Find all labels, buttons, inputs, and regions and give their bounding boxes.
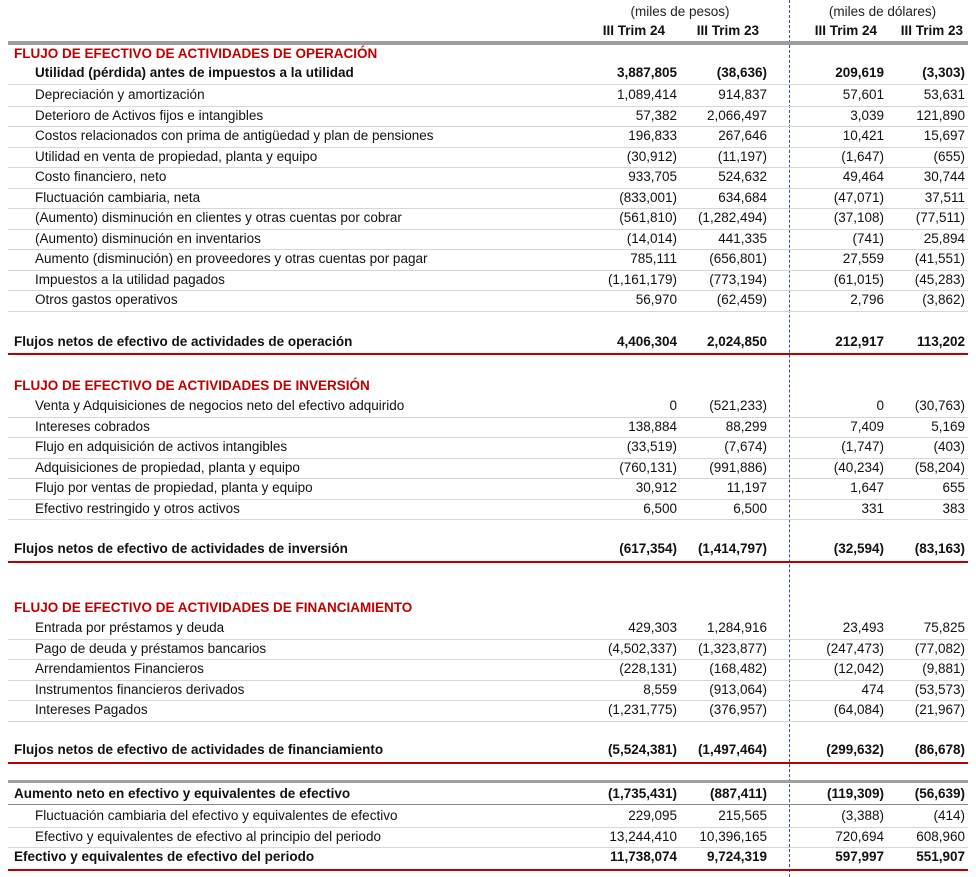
cell-mxn-24: 0 <box>669 398 677 413</box>
cell-usd-23: (86,678) <box>914 742 965 757</box>
cell-mxn-24: (760,131) <box>619 459 677 475</box>
cell-mxn-24: (30,912) <box>626 148 677 164</box>
cell-usd-24: 0 <box>876 398 884 413</box>
cell-usd-23: 37,511 <box>924 189 965 205</box>
section-title-operacion: FLUJO DE EFECTIVO DE ACTIVIDADES DE OPERACIÓN <box>14 46 378 61</box>
col-header-mxn-24: III Trim 24 <box>602 23 665 38</box>
cell-mxn-23: (11,197) <box>717 148 767 164</box>
table-row <box>8 270 968 292</box>
cell-usd-23: (414) <box>933 808 965 823</box>
cell-usd-24: (119,309) <box>826 786 884 801</box>
cell-mxn-23: (887,411) <box>709 786 767 801</box>
cell-usd-23: (45,283) <box>914 271 965 287</box>
cell-usd-24: 474 <box>861 681 884 697</box>
cell-mxn-23: 10,396,165 <box>699 828 767 844</box>
cell-mxn-24: 933,705 <box>628 169 677 184</box>
table-row <box>8 396 968 418</box>
row-label: Arrendamientos Financieros <box>35 661 204 676</box>
row-label: Intereses Pagados <box>35 702 148 717</box>
cell-usd-24: (37,108) <box>833 210 884 225</box>
cell-mxn-24: 429,303 <box>628 620 677 635</box>
table-row <box>8 188 968 210</box>
cell-usd-24: 57,601 <box>842 87 884 102</box>
cell-mxn-23: (168,482) <box>709 661 767 676</box>
cell-mxn-24: (228,131) <box>619 661 677 676</box>
cell-usd-24: 3,039 <box>850 107 884 123</box>
total-underline <box>8 762 968 764</box>
row-label: Aumento neto en efectivo y equivalentes de efectivo <box>14 786 351 801</box>
row-label: Adquisiciones de propiedad, planta y equipo <box>35 459 300 475</box>
cell-mxn-24: (5,524,381) <box>607 742 677 757</box>
row-label: Entrada por préstamos y deuda <box>35 620 225 635</box>
cell-usd-24: 10,421 <box>842 128 884 143</box>
cell-usd-23: 121,890 <box>916 107 965 123</box>
cell-mxn-24: 11,738,074 <box>610 849 677 864</box>
row-label: Flujo en adquisición de activos intangibles <box>35 439 288 454</box>
table-row <box>8 290 968 312</box>
cell-usd-23: 53,631 <box>923 87 965 102</box>
total-row-aumento <box>8 784 968 805</box>
cell-mxn-24: 6,500 <box>643 500 677 516</box>
row-label: Efectivo y equivalentes de efectivo al principio del periodo <box>35 828 381 844</box>
total-row-financiamiento <box>8 740 968 761</box>
cell-mxn-24: 785,111 <box>630 251 677 266</box>
row-label: Fluctuación cambiaria del efectivo y equivalentes de efectivo <box>35 808 398 823</box>
row-label: Otros gastos operativos <box>35 292 178 307</box>
row-label: Aumento (disminución) en proveedores y otras cuentas por pagar <box>35 251 428 266</box>
row-label: Intereses cobrados <box>35 418 150 434</box>
cell-mxn-24: 57,382 <box>635 107 677 123</box>
table-row <box>8 680 968 702</box>
cell-usd-23: (77,082) <box>914 640 965 656</box>
cell-usd-24: 49,464 <box>842 169 884 184</box>
cell-usd-24: 2,796 <box>850 292 884 307</box>
currency-mxn-label: (miles de pesos) <box>630 4 730 19</box>
cell-usd-23: 75,825 <box>923 620 965 635</box>
cell-mxn-23: (913,064) <box>709 681 767 697</box>
cell-usd-24: (12,042) <box>833 661 884 676</box>
cell-usd-23: 383 <box>942 500 965 516</box>
row-label: Flujos netos de efectivo de actividades de operación <box>14 334 353 349</box>
cell-mxn-24: 56,970 <box>635 292 677 307</box>
cell-mxn-23: 1,284,916 <box>706 620 767 635</box>
aumento-underline <box>8 804 968 805</box>
cell-mxn-24: (1,161,179) <box>607 271 677 287</box>
cell-mxn-24: (1,231,775) <box>607 702 677 717</box>
summary-divider <box>8 780 968 783</box>
table-row <box>8 126 968 148</box>
cell-mxn-24: 229,095 <box>628 808 677 823</box>
cell-mxn-24: (561,810) <box>619 210 677 225</box>
cell-mxn-24: 8,559 <box>643 681 677 697</box>
cell-usd-23: (83,163) <box>914 541 965 556</box>
cell-usd-23: (403) <box>933 439 965 454</box>
table-row <box>8 618 968 640</box>
row-label: Deterioro de Activos fijos e intangibles <box>35 107 264 123</box>
table-row <box>8 827 968 849</box>
cell-usd-23: 15,697 <box>923 128 965 143</box>
cell-usd-24: 209,619 <box>835 65 884 80</box>
section-title-inversion: FLUJO DE EFECTIVO DE ACTIVIDADES DE INVERSIÓN <box>14 378 370 393</box>
total-underline <box>8 561 968 563</box>
table-row <box>8 63 968 85</box>
cell-mxn-23: 88,299 <box>725 418 767 434</box>
cell-mxn-24: 4,406,304 <box>616 334 677 349</box>
cell-mxn-24: (33,519) <box>626 439 677 454</box>
cell-usd-23: (56,639) <box>914 786 965 801</box>
cell-mxn-23: 634,684 <box>718 189 767 205</box>
row-label: Efectivo restringido y otros activos <box>35 500 240 516</box>
row-label: Fluctuación cambiaria, neta <box>35 189 201 205</box>
cell-mxn-23: (521,233) <box>709 398 767 413</box>
cell-mxn-23: (38,636) <box>716 65 767 80</box>
table-row <box>8 147 968 169</box>
cell-usd-24: 23,493 <box>842 620 884 635</box>
cell-usd-23: (58,204) <box>914 459 965 475</box>
cell-mxn-23: 267,646 <box>718 128 767 143</box>
cell-mxn-23: 11,197 <box>726 480 767 495</box>
cell-usd-24: (32,594) <box>833 541 884 556</box>
row-label: Instrumentos financieros derivados <box>35 681 245 697</box>
cell-usd-23: (77,511) <box>915 210 965 225</box>
table-row <box>8 106 968 128</box>
cell-usd-23: (9,881) <box>922 661 965 676</box>
cell-usd-23: (41,551) <box>914 251 965 266</box>
cell-mxn-24: (1,735,431) <box>607 786 677 801</box>
cell-usd-23: (3,862) <box>922 292 965 307</box>
table-row <box>8 499 968 521</box>
cell-usd-23: (3,303) <box>922 65 965 80</box>
cell-usd-24: 7,409 <box>850 418 884 434</box>
table-row <box>8 167 968 189</box>
cell-usd-23: (30,763) <box>914 398 965 413</box>
cell-mxn-24: 1,089,414 <box>616 87 677 102</box>
cell-mxn-24: 13,244,410 <box>609 828 677 844</box>
row-label: Costo financiero, neto <box>35 169 167 184</box>
row-label: Flujos netos de efectivo de actividades de inversión <box>14 541 348 556</box>
currency-usd-label: (miles de dólares) <box>828 4 937 19</box>
cell-usd-24: (3,388) <box>841 808 884 823</box>
row-label: Impuestos a la utilidad pagados <box>35 271 225 287</box>
final-underline <box>8 869 968 871</box>
cell-mxn-23: 524,632 <box>718 169 767 184</box>
cell-usd-24: (61,015) <box>833 271 884 287</box>
cell-mxn-24: (4,502,337) <box>607 640 677 656</box>
total-row-inversion <box>8 539 968 560</box>
row-label: Efectivo y equivalentes de efectivo del periodo <box>14 849 315 864</box>
header-divider <box>8 41 968 45</box>
cell-usd-23: 113,202 <box>916 334 965 349</box>
cell-mxn-23: (773,194) <box>709 271 767 287</box>
cell-usd-23: (655) <box>933 148 965 164</box>
row-label: (Aumento) disminución en inventarios <box>35 230 261 246</box>
cell-mxn-23: 6,500 <box>733 500 767 516</box>
cell-usd-24: 1,647 <box>850 480 884 495</box>
cell-mxn-23: (1,497,464) <box>697 742 767 757</box>
cell-mxn-23: (656,801) <box>709 251 767 266</box>
cell-mxn-24: (833,001) <box>619 189 677 205</box>
cell-usd-24: (299,632) <box>826 742 884 757</box>
cell-mxn-23: 2,024,850 <box>706 334 767 349</box>
row-label: (Aumento) disminución en clientes y otras cuentas por cobrar <box>35 210 402 225</box>
table-row <box>8 700 968 722</box>
cell-mxn-23: 441,335 <box>718 230 767 246</box>
table-row <box>8 85 968 107</box>
cell-mxn-23: (991,886) <box>709 459 767 475</box>
cell-usd-24: (1,647) <box>841 148 884 164</box>
cell-usd-24: 27,559 <box>842 251 884 266</box>
cell-mxn-23: (1,323,877) <box>697 640 767 656</box>
col-header-usd-23: III Trim 23 <box>900 23 963 38</box>
cell-usd-24: 331 <box>861 500 884 516</box>
table-row <box>8 229 968 251</box>
row-label: Flujos netos de efectivo de actividades de financiamiento <box>14 742 384 757</box>
table-row <box>8 417 968 439</box>
cell-mxn-23: (1,414,797) <box>697 541 767 556</box>
cell-mxn-24: 30,912 <box>635 480 677 495</box>
cell-usd-23: 30,744 <box>923 169 965 184</box>
cell-usd-24: 212,917 <box>835 334 884 349</box>
table-row <box>8 659 968 681</box>
table-row <box>8 478 968 500</box>
table-row <box>8 208 968 230</box>
table-row <box>8 806 968 828</box>
cell-usd-24: (47,071) <box>833 189 884 205</box>
col-header-mxn-23: III Trim 23 <box>696 23 759 38</box>
cell-mxn-24: (14,014) <box>626 230 677 246</box>
cell-usd-24: (40,234) <box>833 459 884 475</box>
cell-mxn-23: 914,837 <box>718 87 767 102</box>
cell-usd-24: 597,997 <box>835 849 884 864</box>
cell-usd-23: (21,967) <box>914 702 965 717</box>
cell-mxn-24: 196,833 <box>628 128 677 143</box>
cell-mxn-23: (7,674) <box>724 439 767 454</box>
table-row <box>8 639 968 661</box>
cell-mxn-24: (617,354) <box>619 541 677 556</box>
cell-usd-23: 551,907 <box>916 849 965 864</box>
cell-usd-24: (1,747) <box>841 439 884 454</box>
table-row <box>8 249 968 271</box>
cell-usd-24: 720,694 <box>835 828 884 844</box>
table-row <box>8 437 968 459</box>
row-label: Utilidad (pérdida) antes de impuestos a la utilidad <box>35 65 354 80</box>
col-header-usd-24: III Trim 24 <box>814 23 877 38</box>
cell-mxn-23: 9,724,319 <box>706 849 767 864</box>
row-label: Venta y Adquisiciones de negocios neto del efectivo adquirido <box>35 398 405 413</box>
row-label: Flujo por ventas de propiedad, planta y equipo <box>35 480 313 495</box>
total-row-operacion <box>8 332 968 353</box>
total-row-final <box>8 847 968 868</box>
row-label: Pago de deuda y préstamos bancarios <box>35 640 267 656</box>
cell-usd-24: (64,084) <box>833 702 884 717</box>
row-label: Costos relacionados con prima de antigüedad y plan de pensiones <box>35 128 434 143</box>
cell-mxn-23: (62,459) <box>716 292 767 307</box>
row-label: Depreciación y amortización <box>35 87 205 102</box>
cell-mxn-24: 138,884 <box>628 418 677 434</box>
row-label: Utilidad en venta de propiedad, planta y equipo <box>35 148 318 164</box>
cell-usd-24: (741) <box>852 230 884 246</box>
cell-mxn-24: 3,887,805 <box>616 65 677 80</box>
cell-mxn-23: 2,066,497 <box>706 107 767 123</box>
cell-usd-23: 608,960 <box>916 828 965 844</box>
cell-usd-23: (53,573) <box>914 681 965 697</box>
cell-mxn-23: (1,282,494) <box>697 210 767 225</box>
cell-mxn-23: (376,957) <box>709 702 767 717</box>
cell-mxn-23: 215,565 <box>718 808 767 823</box>
cell-usd-23: 655 <box>942 480 965 495</box>
cell-usd-24: (247,473) <box>826 640 884 656</box>
cell-usd-23: 5,169 <box>931 418 965 434</box>
section-title-financiamiento: FLUJO DE EFECTIVO DE ACTIVIDADES DE FINANCIAMIENTO <box>14 600 413 615</box>
total-underline <box>8 353 968 355</box>
cell-usd-23: 25,894 <box>923 230 965 246</box>
table-row <box>8 458 968 480</box>
